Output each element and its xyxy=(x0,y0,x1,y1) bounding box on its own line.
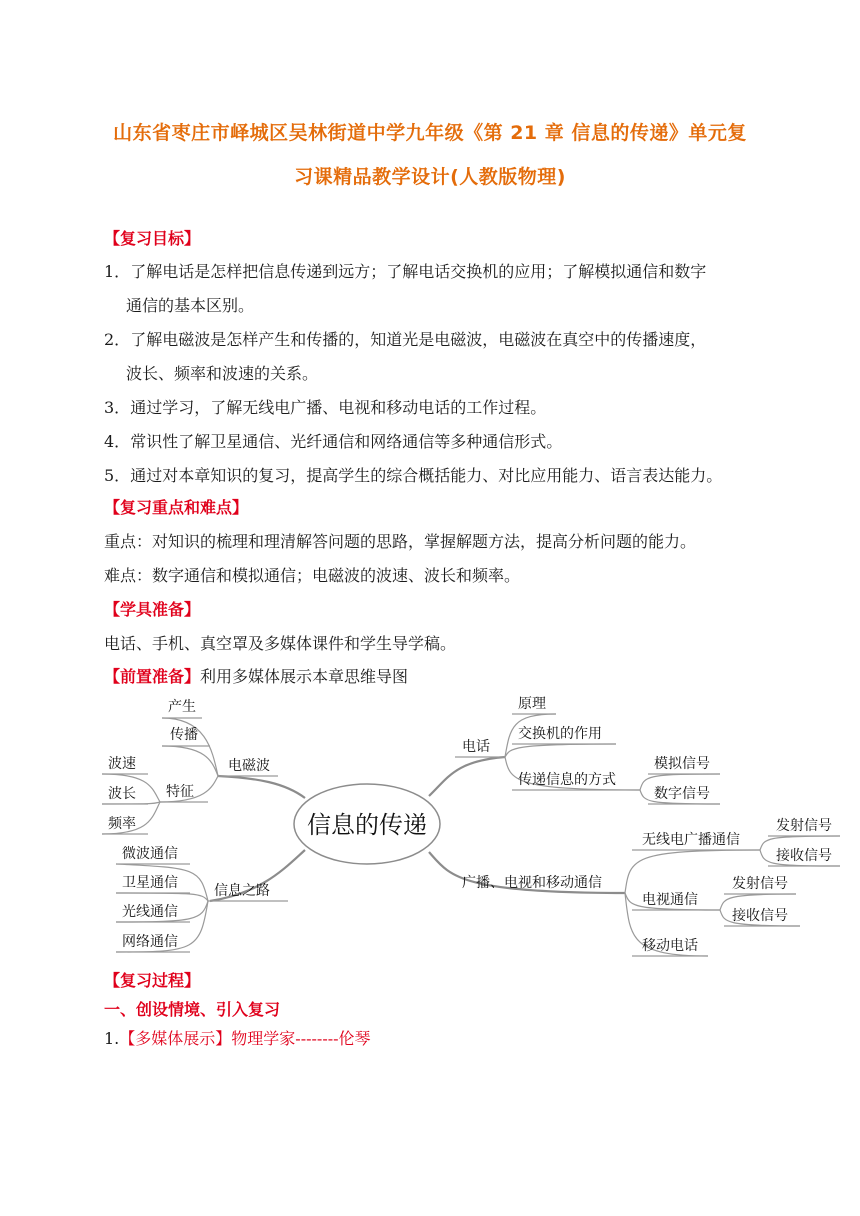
mindmap-center: 信息的传递 xyxy=(307,811,427,839)
mindmap-radio-send: 发射信号 xyxy=(776,818,832,834)
mindmap-tv-send: 发射信号 xyxy=(732,876,788,892)
goal-num: 1． xyxy=(104,262,131,281)
mindmap-em-feature: 特征 xyxy=(166,784,194,800)
goal-num: 2． xyxy=(104,330,131,349)
goal-item-5 xyxy=(104,463,722,486)
mindmap-road: 信息之路 xyxy=(214,883,270,899)
goal-num: 4． xyxy=(104,432,131,451)
section-1-heading: 一、创设情境、引入复习 xyxy=(104,1000,281,1019)
goal-text: 了解电话是怎样把信息传递到远方；了解电话交换机的应用；了解模拟通信和数字 xyxy=(130,262,707,281)
tools-text: 电话、手机、真空罩及多媒体课件和学生导学稿。 xyxy=(104,634,457,653)
mindmap-em-frequency: 频率 xyxy=(108,816,136,832)
mindmap-em: 电磁波 xyxy=(228,758,270,774)
prep-heading: 【前置准备】 xyxy=(104,667,201,686)
process-item-text: 物理学家--------伦琴 xyxy=(231,1029,371,1048)
mind-map xyxy=(0,688,860,978)
goal-text: 通过对本章知识的复习，提高学生的综合概括能力、对比应用能力、语言表达能力。 xyxy=(130,466,723,485)
mindmap-phone-digital: 数字信号 xyxy=(654,786,710,802)
goals-heading: 【复习目标】 xyxy=(104,229,201,248)
mindmap-radio-recv: 接收信号 xyxy=(776,848,832,864)
tools-heading: 【学具准备】 xyxy=(104,600,201,619)
goal-text: 了解电磁波是怎样产生和传播的，知道光是电磁波，电磁波在真空中的传播速度， xyxy=(130,330,707,349)
difficulty-text: 难点：数字通信和模拟通信；电磁波的波速、波长和频率。 xyxy=(104,566,521,585)
goal-item-2 xyxy=(104,327,706,350)
goal-item-1-cont: 通信的基本区别。 xyxy=(126,296,255,315)
process-heading: 【复习过程】 xyxy=(104,971,201,990)
goal-item-2-cont: 波长、频率和波速的关系。 xyxy=(126,364,319,383)
goal-item-1 xyxy=(104,259,706,282)
goal-item-4 xyxy=(104,429,562,452)
goal-text: 常识性了解卫星通信、光纤通信和网络通信等多种通信形式。 xyxy=(130,432,563,451)
multimedia-tag: 【多媒体展示】 xyxy=(119,1029,232,1048)
mindmap-phone-method: 传递信息的方式 xyxy=(518,772,616,788)
mindmap-phone-analog: 模拟信号 xyxy=(654,756,710,772)
mindmap-phone-principle: 原理 xyxy=(518,696,546,712)
mindmap-radio: 无线电广播通信 xyxy=(642,832,740,848)
mindmap-tv-recv: 接收信号 xyxy=(732,908,788,924)
mindmap-road-item: 微波通信 xyxy=(122,846,178,862)
mindmap-em-spread: 传播 xyxy=(170,727,198,743)
document-title-line1: 山东省枣庄市峄城区吴林街道中学九年级《第 21 章 信息的传递》单元复 xyxy=(113,122,747,144)
prep-line xyxy=(104,664,408,687)
goal-num: 3． xyxy=(104,398,131,417)
mindmap-phone-switch: 交换机的作用 xyxy=(518,726,602,742)
goal-text: 通过学习，了解无线电广播、电视和移动电话的工作过程。 xyxy=(130,398,547,417)
mindmap-road-item: 卫星通信 xyxy=(122,875,178,891)
mindmap-road-item: 光线通信 xyxy=(122,904,178,920)
process-item-num: 1. xyxy=(104,1029,120,1048)
mindmap-broadcast: 广播、电视和移动通信 xyxy=(462,875,602,891)
process-item-1 xyxy=(104,1026,371,1049)
document-title-line2: 习课精品教学设计(人教版物理) xyxy=(294,166,566,188)
focus-text: 重点：对知识的梳理和理清解答问题的思路，掌握解题方法，提高分析问题的能力。 xyxy=(104,532,697,551)
prep-text: 利用多媒体展示本章思维导图 xyxy=(200,667,409,686)
mindmap-road-item: 网络通信 xyxy=(122,934,178,950)
mindmap-tv: 电视通信 xyxy=(642,892,698,908)
mindmap-mobile: 移动电话 xyxy=(642,938,698,954)
mindmap-em-produce: 产生 xyxy=(168,699,196,715)
goal-num: 5． xyxy=(104,466,131,485)
mindmap-em-wavelength: 波长 xyxy=(108,786,136,802)
goal-item-3 xyxy=(104,395,546,418)
mindmap-phone: 电话 xyxy=(462,739,490,755)
keypoints-heading: 【复习重点和难点】 xyxy=(104,498,249,517)
mindmap-em-speed: 波速 xyxy=(108,756,136,772)
